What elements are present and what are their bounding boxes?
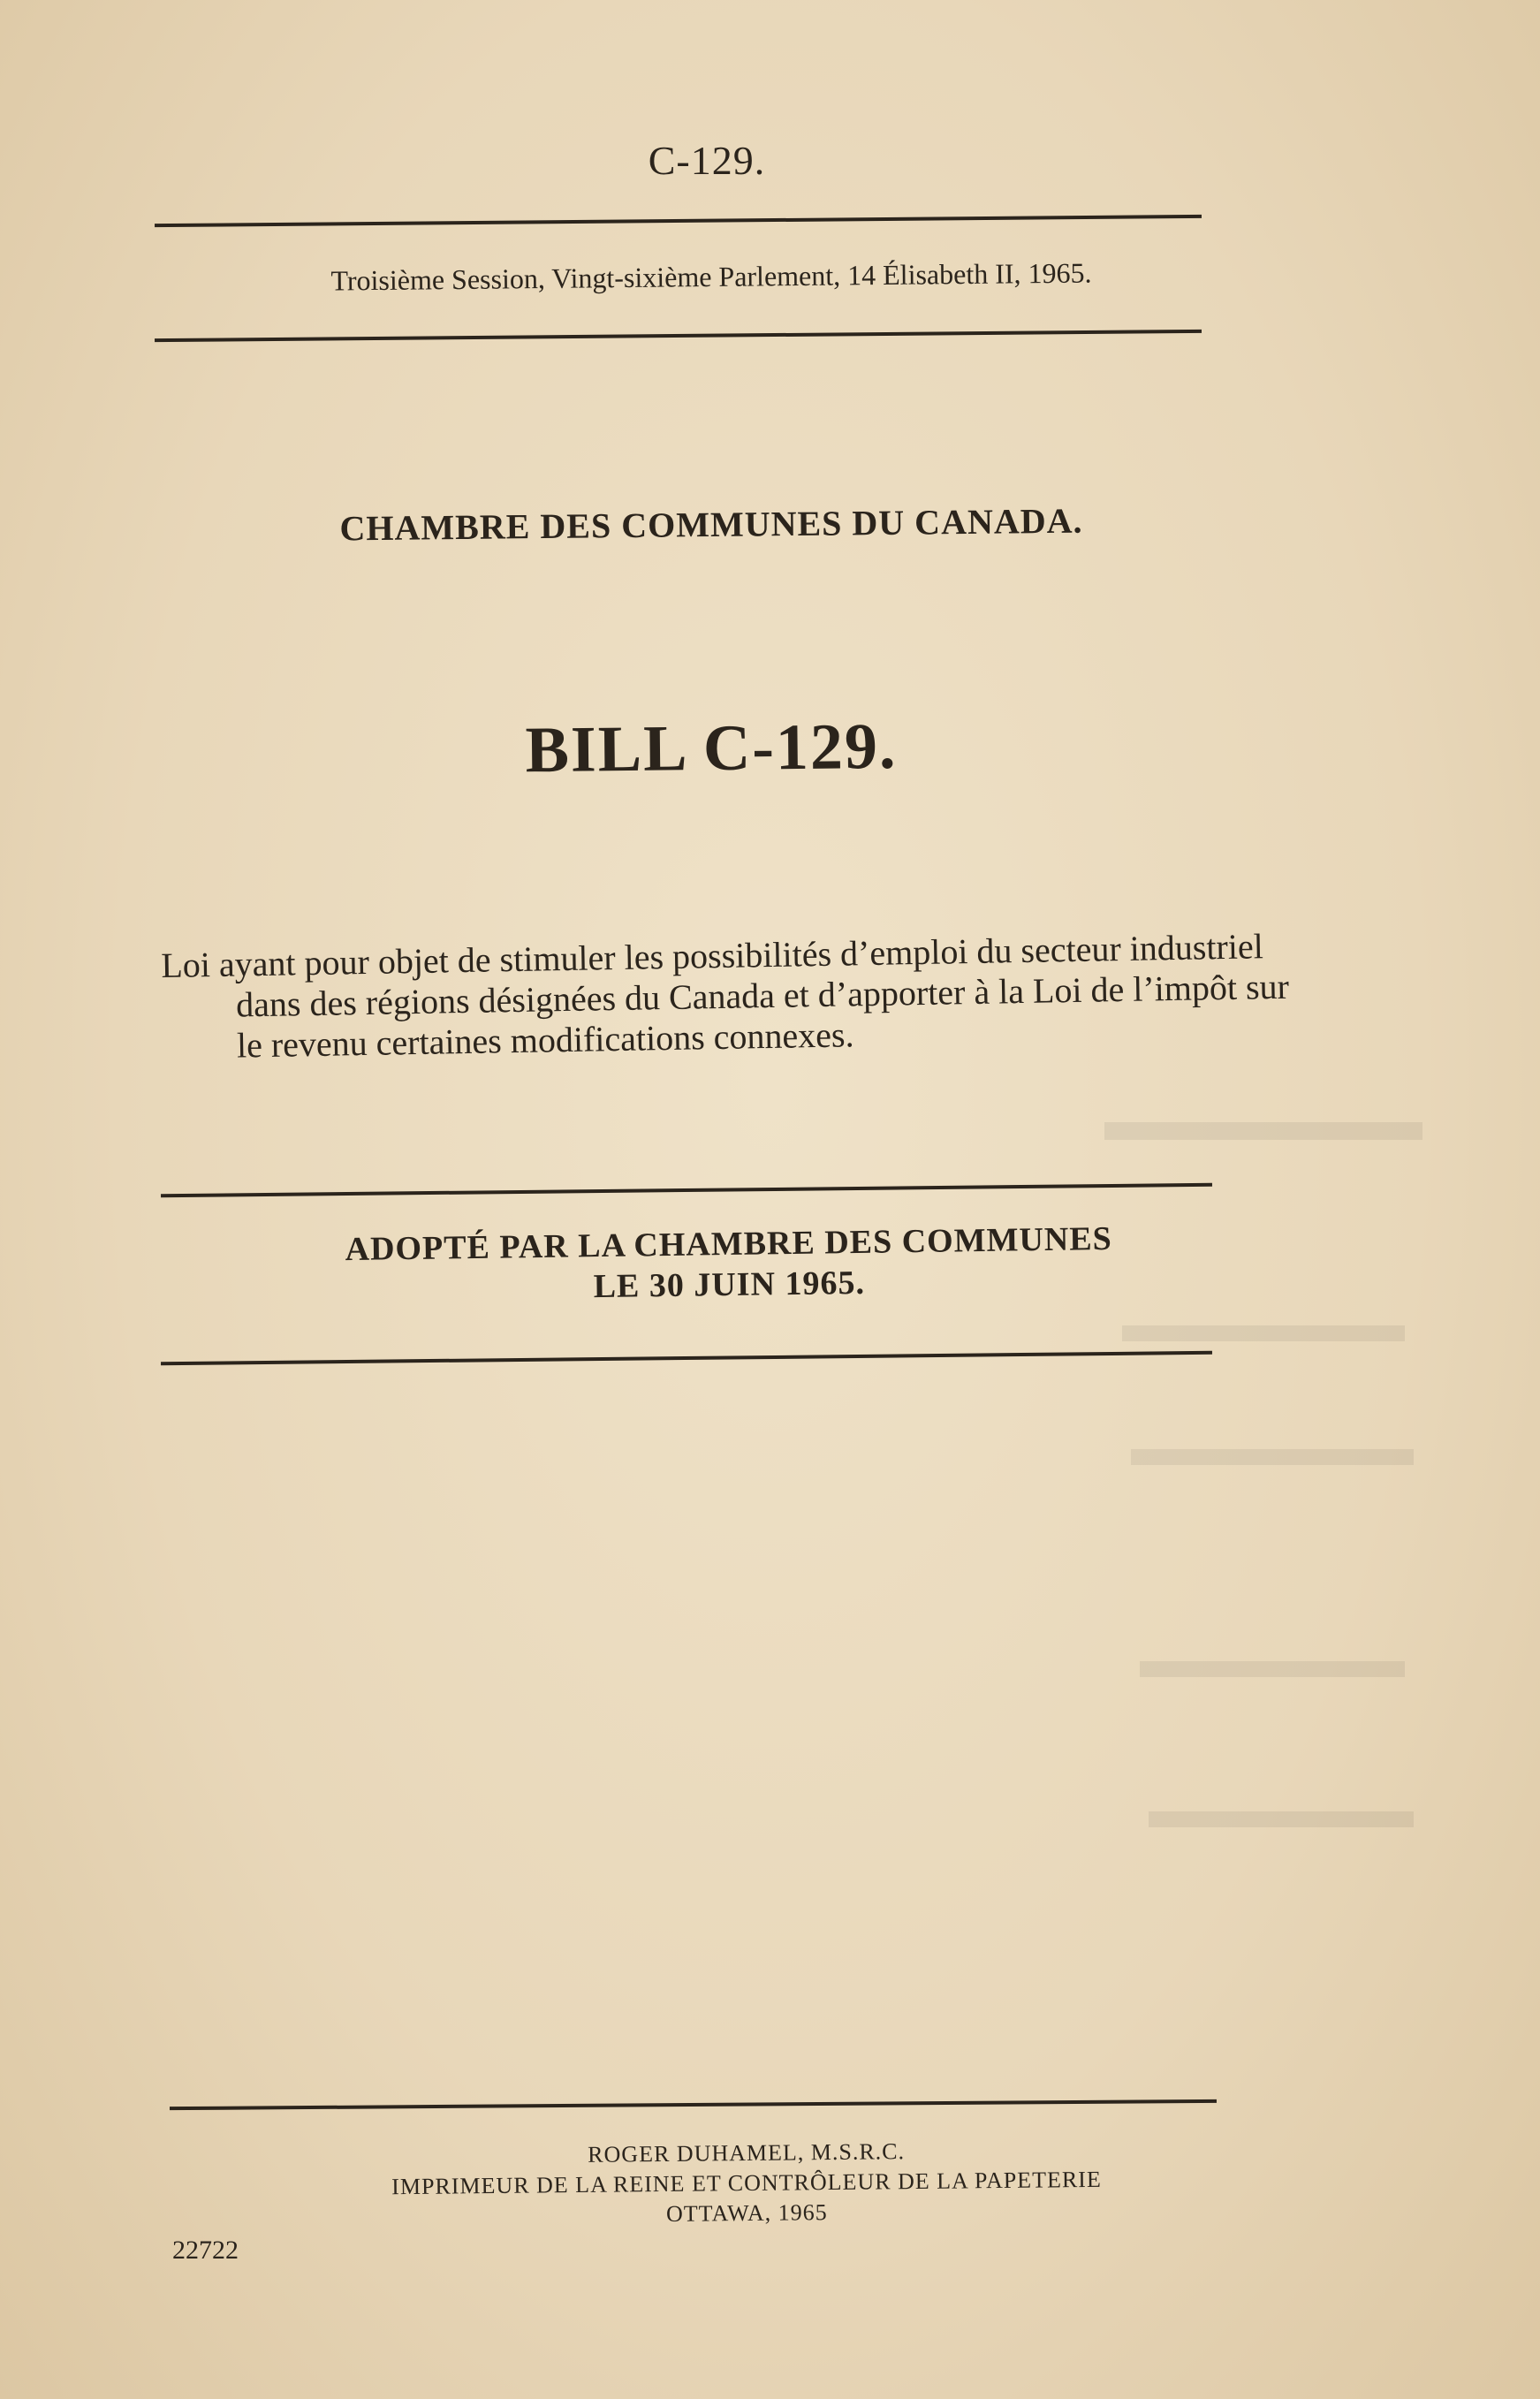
bill-number-header: C-129.: [648, 138, 766, 183]
house-title: CHAMBRE DES COMMUNES DU CANADA.: [339, 500, 1083, 549]
bill-description: Loi ayant pour objet de stimuler les possibilités d’emploi du secteur industriel dans des régions désignées du Canada et d’apporter à la Loi de l’impôt sur le revenu certaines modifications connexes.: [161, 926, 1290, 1066]
session-rule: [155, 330, 1202, 342]
top-rule: [155, 215, 1202, 227]
printer-name: ROGER DUHAMEL, M.S.R.C.: [588, 2138, 906, 2167]
catalog-number: 22722: [172, 2236, 239, 2265]
printer-imprint: [177, 2132, 1317, 2235]
adoption-date: LE 30 JUIN 1965.: [593, 1264, 866, 1306]
bill-title: BILL C-129.: [525, 710, 898, 787]
adoption-rule: [161, 1351, 1212, 1365]
adoption-notice: [176, 1216, 1281, 1312]
adoption-line-1: ADOPTÉ PAR LA CHAMBRE DES COMMUNES: [345, 1219, 1113, 1269]
description-rule: [161, 1183, 1212, 1197]
printer-title: IMPRIMEUR DE LA REINE ET CONTRÔLEUR DE LA PAPETERIE: [391, 2166, 1102, 2200]
session-line: Troisième Session, Vingt-sixième Parlement, 14 Élisabeth II, 1965.: [330, 256, 1092, 297]
printer-place: OTTAWA, 1965: [665, 2199, 828, 2227]
footer-rule: [170, 2099, 1217, 2110]
